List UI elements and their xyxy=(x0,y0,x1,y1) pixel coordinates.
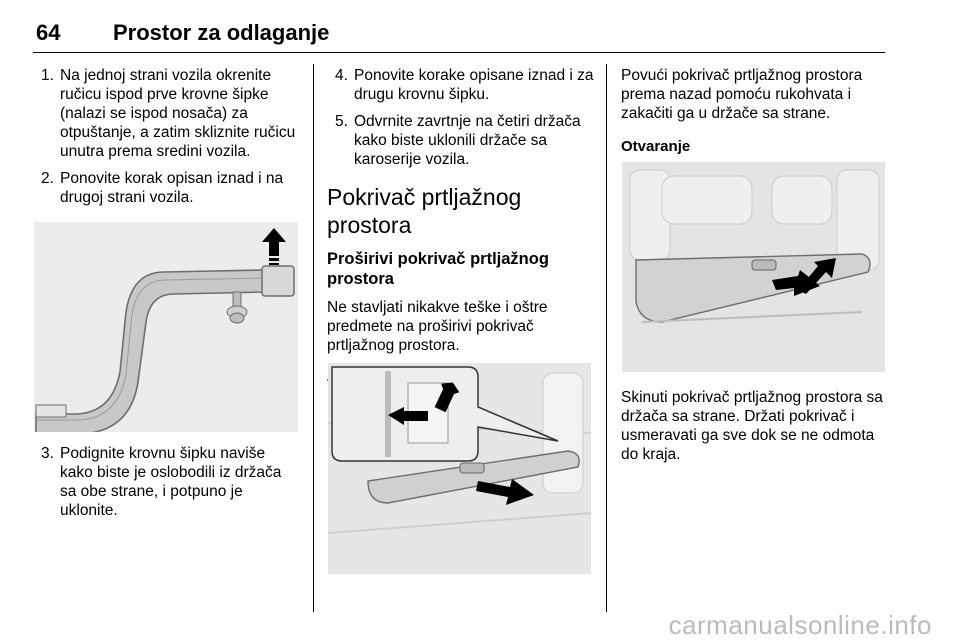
section-heading: Pokrivač prtljažnog prostora xyxy=(327,184,522,238)
item-number: 2. xyxy=(41,170,54,187)
warning-text: Ne stavljati nikakve teške i oštre predmete na proširivi pokrivač prtljažnog prostora. xyxy=(327,299,548,354)
closing-illustration xyxy=(328,363,591,574)
item-text: Ponovite korak opisan iznad i na drugoj strani vozila. xyxy=(60,170,284,206)
column-divider xyxy=(313,64,314,612)
item-number: 4. xyxy=(335,67,348,84)
page-title: Prostor za odlaganje xyxy=(113,20,330,45)
column-3 xyxy=(621,66,889,156)
roof-rail-illustration xyxy=(34,222,298,432)
item-text: Odvrnite zavrtnje na četiri držača kako biste uklonili držače sa karoserije vozila. xyxy=(354,113,581,168)
item-text: Podignite krovnu šipku naviše kako biste je oslobodili iz držača sa obe strane, i potpuno je uklonite. xyxy=(60,445,282,519)
opening-label: Otvaranje xyxy=(621,138,691,155)
column-3-continued xyxy=(621,388,891,464)
column-divider xyxy=(606,64,607,612)
release-instruction-text: Skinuti pokrivač prtljažnog prostora sa držača sa strane. Držati pokrivač i usmeravati ga sve dok se ne odmota do kraja. xyxy=(621,389,883,463)
item-number: 1. xyxy=(41,67,54,84)
item-number: 5. xyxy=(335,113,348,130)
steps-list-2 xyxy=(327,66,595,169)
item-text: Ponovite korake opisane iznad i za drugu krovnu šipku. xyxy=(354,67,594,103)
list-item xyxy=(33,444,298,520)
watermark: carmanualsonline.info xyxy=(668,610,932,640)
opening-illustration xyxy=(622,162,885,372)
item-number: 3. xyxy=(41,445,54,462)
page-number: 64 xyxy=(36,20,61,45)
column-2 xyxy=(327,66,595,386)
list-item xyxy=(327,66,595,104)
subsection-heading: Proširivi pokrivač prtljažnog prostora xyxy=(327,250,549,288)
list-item xyxy=(33,169,298,207)
column-1 xyxy=(33,66,298,215)
pull-instruction-text: Povući pokrivač prtljažnog prostora prema nazad pomoću rukohvata i zakačiti ga u držače sa strane. xyxy=(621,67,863,122)
list-item xyxy=(33,66,298,161)
steps-list-1 xyxy=(33,66,298,207)
column-1-continued xyxy=(33,444,298,528)
item-text: Na jednoj strani vozila okrenite ručicu ispod prve krovne šipke (nalazi se ispod nosača) za otpuštanje, a zatim skliznite ručicu unutra prema sredini vozila. xyxy=(60,67,296,160)
list-item xyxy=(327,112,595,169)
page-header xyxy=(33,14,885,53)
steps-list-1b xyxy=(33,444,298,520)
